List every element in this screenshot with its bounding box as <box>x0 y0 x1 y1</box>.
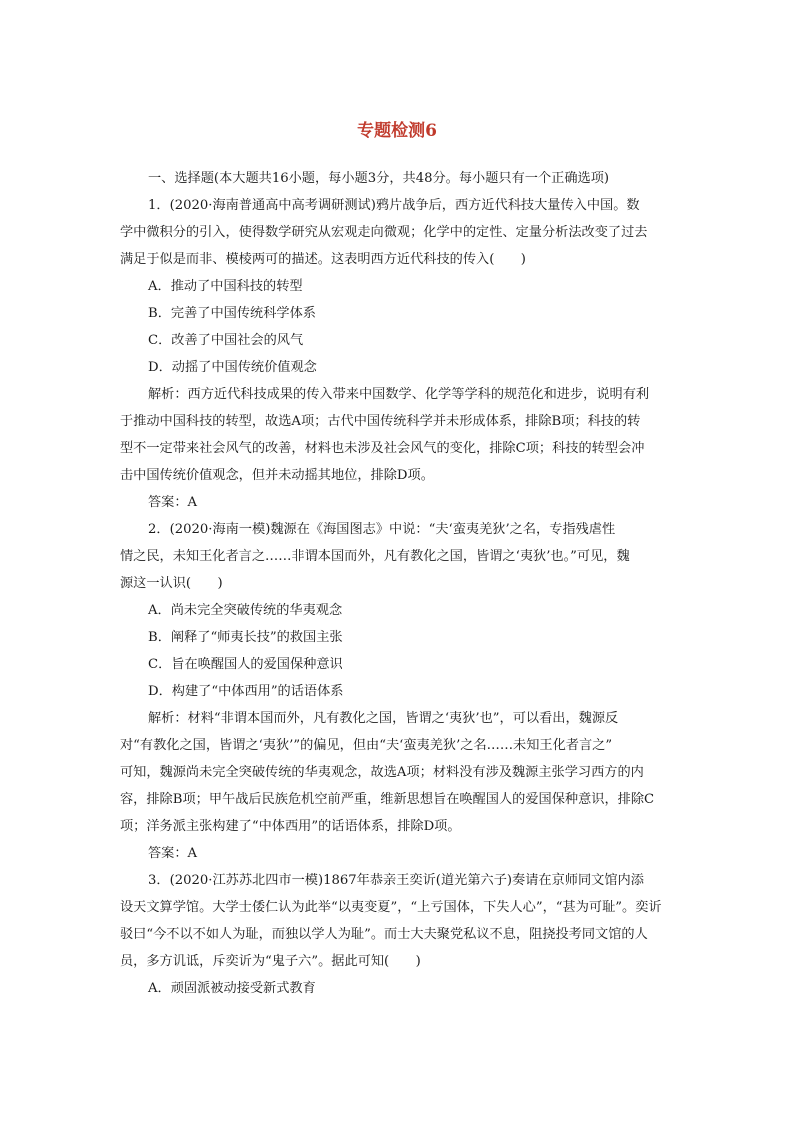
q3-stem-line: 设天文算学馆。大学士倭仁认为此举“以夷变夏”，“上亏国体，下失人心”，“甚为可耻”。奕䜣 <box>120 900 662 915</box>
q2-stem-line: 情之民，未知王化者言之……非谓本国而外，凡有教化之国，皆谓之‘夷狄’也。”可见，魏 <box>120 549 630 564</box>
q1-option-a: A．推动了中国科技的转型 <box>148 279 303 294</box>
q2-analysis-line: 对“有教化之国，皆谓之‘夷狄’”的偏见，但由“夫‘蛮夷羌狄’之名……未知王化者言之” <box>120 738 613 753</box>
q1-analysis-line: 解析：西方近代科技成果的传入带来中国数学、化学等学科的规范化和进步，说明有利 <box>148 387 650 402</box>
q3-stem-line: 驳曰“今不以不如人为耻，而独以学人为耻”。而士大夫聚党私议不息，阻挠投考同文馆的人 <box>120 927 648 942</box>
q3-option-a: A．顽固派被动接受新式教育 <box>148 981 316 996</box>
q2-option-a: A．尚未完全突破传统的华夷观念 <box>148 603 343 618</box>
page-title: 专题检测6 <box>357 121 437 141</box>
q2-stem-line: 源这一认识( ) <box>120 576 223 591</box>
q1-answer: 答案：A <box>148 495 198 510</box>
q2-analysis-line: 容，排除B项；甲午战后民族危机空前严重，维新思想旨在唤醒国人的爱国保种意识，排除C <box>120 792 655 807</box>
q2-analysis-line: 项；洋务派主张构建了“中体西用”的话语体系，排除D项。 <box>120 819 461 834</box>
q3-stem-line: 3．(2020·江苏苏北四市一模)1867年恭亲王奕䜣(道光第六子)奏请在京师同文馆内添 <box>148 873 644 888</box>
q1-analysis-line: 击中国传统价值观念，但并未动摇其地位，排除D项。 <box>120 468 434 483</box>
q2-analysis-line: 可知，魏源尚未完全突破传统的华夷观念，故选A项；材料没有涉及魏源主张学习西方的内 <box>120 765 644 780</box>
q2-option-b: B．阐释了“师夷长技”的救国主张 <box>148 630 343 645</box>
q3-stem-line: 员，多方讥诋，斥奕䜣为“鬼子六”。据此可知( ) <box>120 954 421 969</box>
q2-stem-line: 2．(2020·海南一模)魏源在《海国图志》中说：“夫‘蛮夷羌狄’之名，专指残虐性 <box>148 522 616 537</box>
q1-option-c: C．改善了中国社会的风气 <box>148 333 304 348</box>
q1-stem-line: 学中微积分的引入，使得数学研究从宏观走向微观；化学中的定性、定量分析法改变了过去 <box>120 225 648 240</box>
q1-stem-line: 1．(2020·海南普通高中高考调研测试)鸦片战争后，西方近代科技大量传入中国。数 <box>148 198 640 213</box>
q2-answer: 答案：A <box>148 846 198 861</box>
q2-option-c: C．旨在唤醒国人的爱国保种意识 <box>148 657 343 672</box>
q1-stem-line: 满足于似是而非、模棱两可的描述。这表明西方近代科技的传入( ) <box>120 252 526 267</box>
q1-option-d: D．动摇了中国传统价值观念 <box>148 360 317 375</box>
q2-option-d: D．构建了“中体西用”的话语体系 <box>148 684 344 699</box>
q1-option-b: B．完善了中国传统科学体系 <box>148 306 316 321</box>
q2-analysis-line: 解析：材料“非谓本国而外，凡有教化之国，皆谓之‘夷狄’也”，可以看出，魏源反 <box>148 711 619 726</box>
section-heading: 一、选择题(本大题共16小题，每小题3分，共48分。每小题只有一个正确选项) <box>148 171 610 186</box>
q1-analysis-line: 于推动中国科技的转型，故选A项；古代中国传统科学并未形成体系，排除B项；科技的转 <box>120 414 641 429</box>
q1-analysis-line: 型不一定带来社会风气的改善，材料也未涉及社会风气的变化，排除C项；科技的转型会冲 <box>120 441 645 456</box>
